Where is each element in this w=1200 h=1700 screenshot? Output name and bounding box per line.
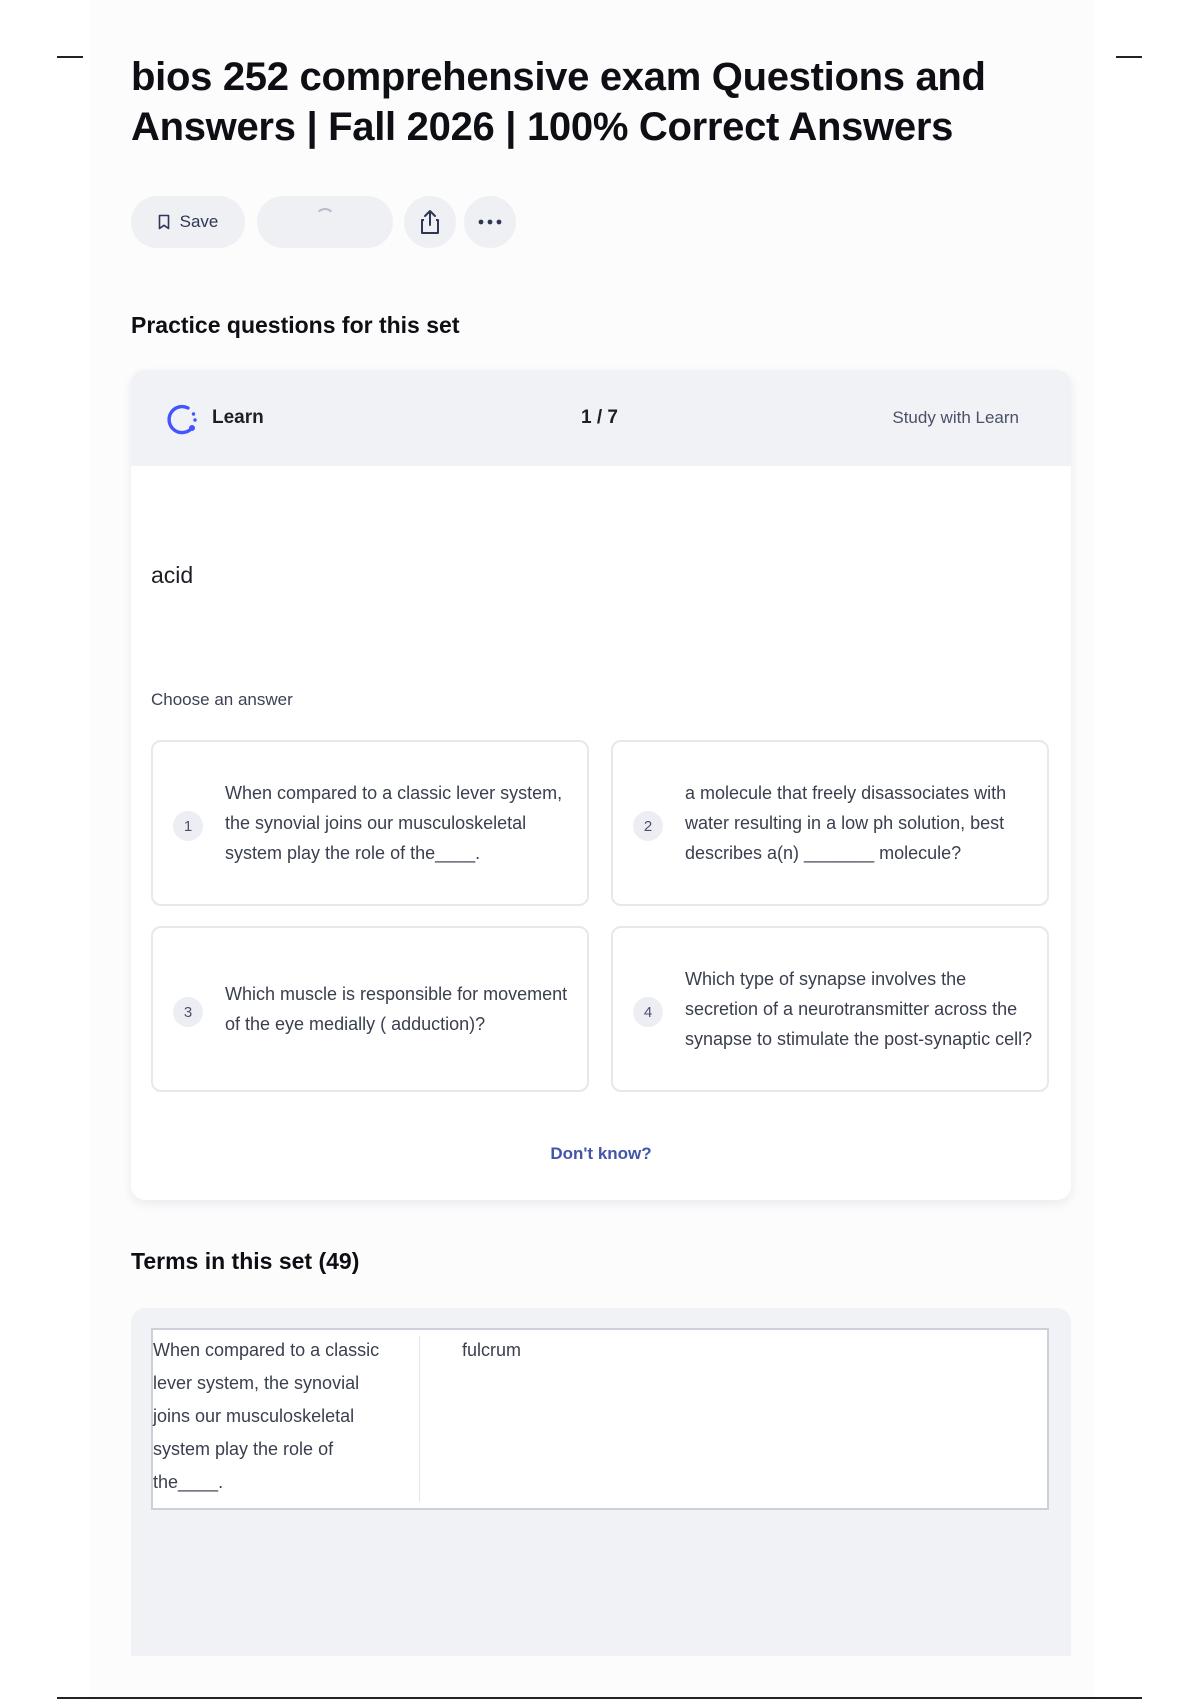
answer-option-1[interactable] xyxy=(151,740,589,906)
page-corner-mark xyxy=(1116,56,1142,58)
term-divider xyxy=(419,1336,420,1502)
share-icon xyxy=(419,209,441,235)
loading-button[interactable] xyxy=(257,196,393,248)
answer-option-4[interactable] xyxy=(611,926,1049,1092)
dont-know-button[interactable]: Don't know? xyxy=(550,1144,652,1163)
option-text: Which muscle is responsible for movement of the eye medially ( adduction)? xyxy=(225,984,568,1034)
option-number-badge: 3 xyxy=(173,997,203,1027)
term-row xyxy=(151,1328,1049,1510)
save-button[interactable] xyxy=(131,196,245,248)
question-term: acid xyxy=(151,562,194,588)
save-label: Save xyxy=(179,212,219,231)
loading-spinner-icon xyxy=(315,208,335,228)
option-text: a molecule that freely disassociates with water resulting in a low ph solution, best describes a(n) _______ molecule? xyxy=(685,783,1007,863)
bookmark-icon xyxy=(158,214,170,230)
share-button[interactable] xyxy=(404,196,456,248)
option-text: Which type of synapse involves the secretion of a neurotransmitter across the synapse to stimulate the post-synaptic cell? xyxy=(685,969,1033,1049)
practice-heading: Practice questions for this set xyxy=(131,312,460,338)
page-bottom-rule xyxy=(57,1697,1142,1699)
choose-answer-label: Choose an answer xyxy=(151,690,293,709)
page-title: bios 252 comprehensive exam Questions and Answers | Fall 2026 | 100% Correct Answers xyxy=(131,55,986,149)
option-number-badge: 2 xyxy=(633,811,663,841)
terms-panel xyxy=(131,1308,1071,1656)
learn-label: Learn xyxy=(212,407,264,428)
learn-icon xyxy=(164,402,198,436)
study-with-learn-link[interactable]: Study with Learn xyxy=(892,408,1019,427)
option-text: When compared to a classic lever system, the synovial joins our musculoskeletal system play the role of the____. xyxy=(225,783,563,863)
option-number-badge: 4 xyxy=(633,997,663,1027)
answer-option-3[interactable] xyxy=(151,926,589,1092)
more-icon xyxy=(477,219,503,225)
option-number-badge: 1 xyxy=(173,811,203,841)
term-text: When compared to a classic lever system, the synovial joins our musculoskeletal system play the role of the____. xyxy=(153,1340,380,1492)
page-corner-mark xyxy=(57,56,83,58)
terms-heading: Terms in this set (49) xyxy=(131,1248,360,1274)
definition-text: fulcrum xyxy=(462,1340,522,1360)
answer-option-2[interactable] xyxy=(611,740,1049,906)
more-options-button[interactable] xyxy=(464,196,516,248)
progress-count: 1 / 7 xyxy=(581,407,618,428)
learn-card xyxy=(131,370,1071,1200)
learn-header xyxy=(131,370,1071,466)
